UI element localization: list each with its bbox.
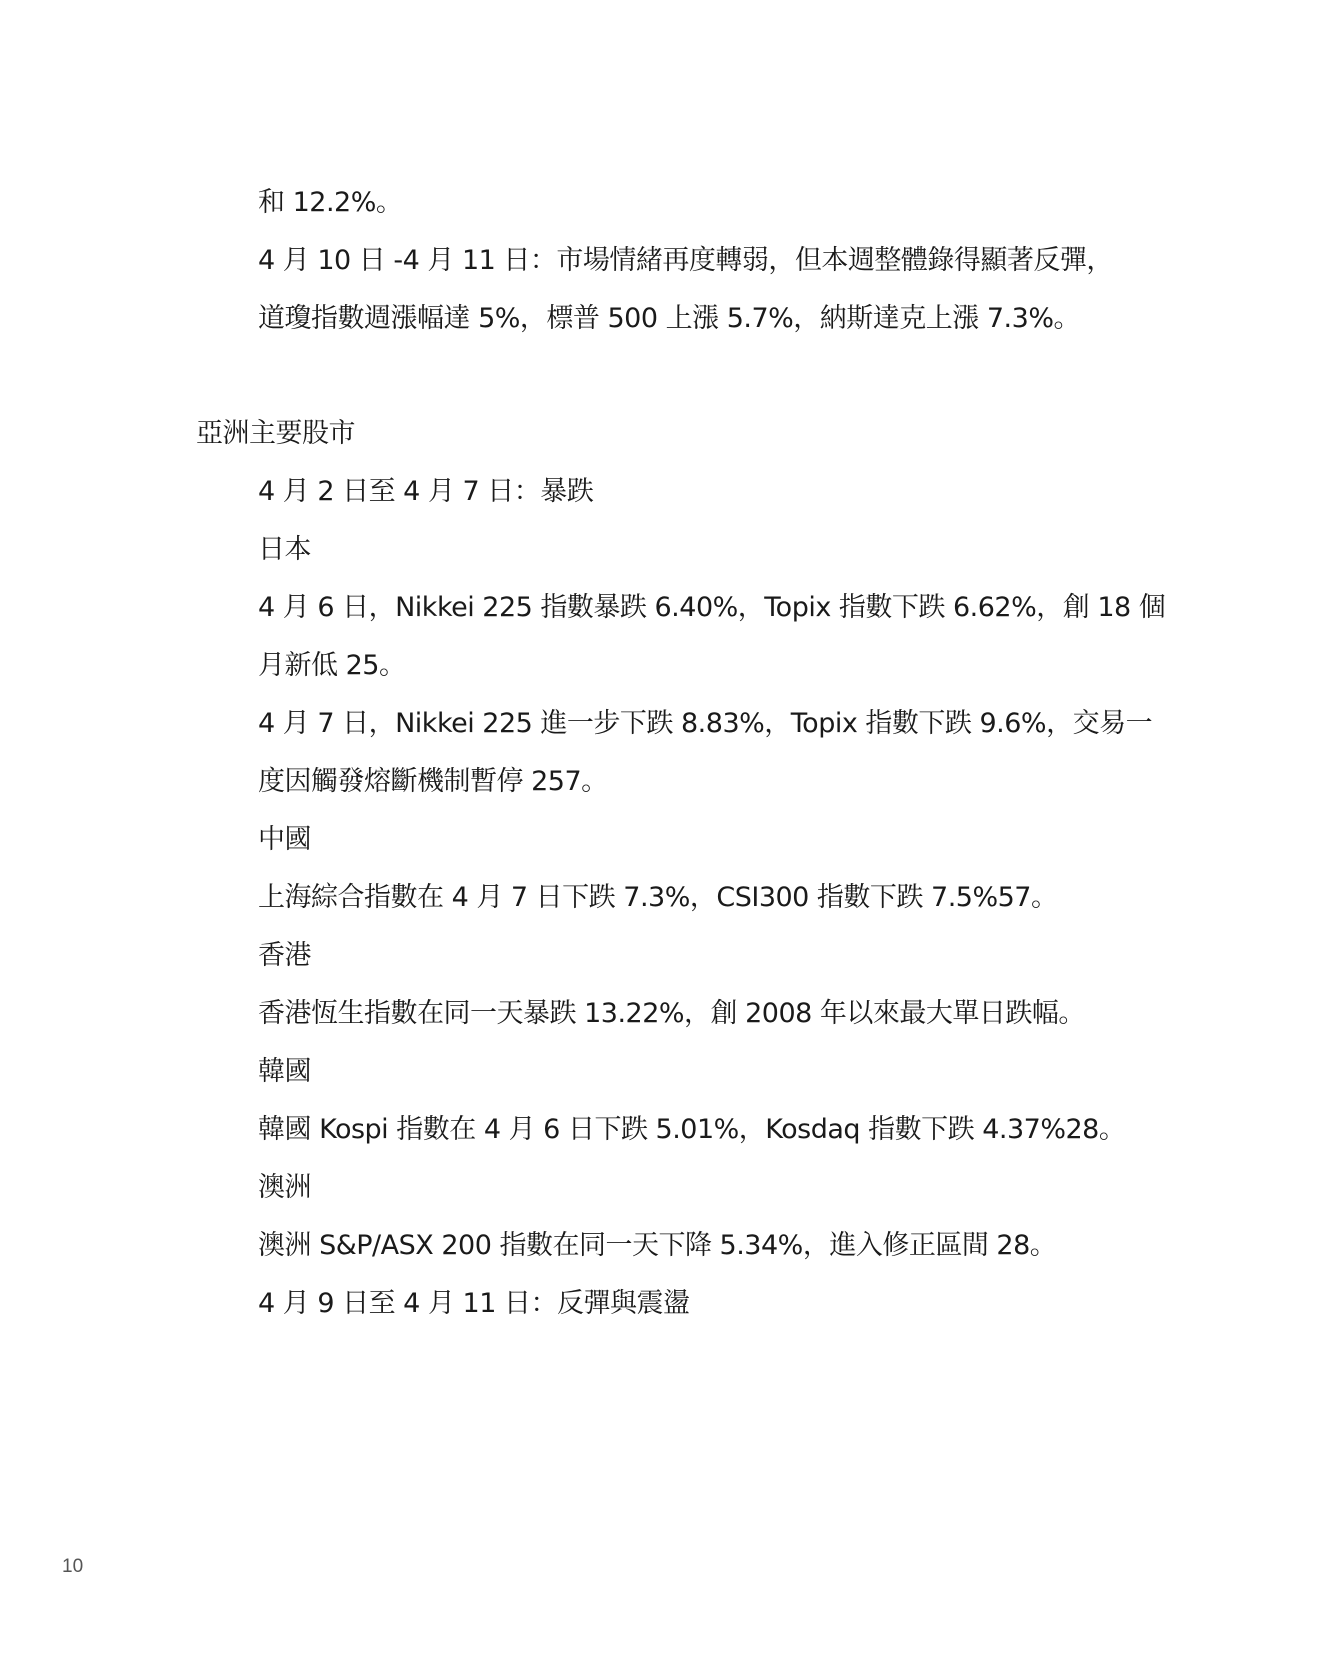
japan-line-4: 度因觸發熔斷機制暫停 257。: [258, 766, 608, 797]
japan-label: 日本: [258, 534, 311, 565]
japan-line-2: 月新低 25。: [258, 650, 406, 681]
hong-kong-line: 香港恆生指數在同一天暴跌 13.22%，創 2008 年以來最大單日跌幅。: [258, 998, 1085, 1029]
australia-label: 澳洲: [258, 1172, 311, 1203]
japan-line-3: 4 月 7 日，Nikkei 225 進一步下跌 8.83%，Topix 指數下跌 9.6%，交易一: [258, 708, 1153, 739]
korea-line: 韓國 Kospi 指數在 4 月 6 日下跌 5.01%，Kosdaq 指數下跌 4.37%28。: [258, 1114, 1126, 1145]
us-market-line-1: 和 12.2%。: [258, 187, 403, 218]
asia-period-1: 4 月 2 日至 4 月 7 日：暴跌: [258, 476, 594, 507]
korea-label: 韓國: [258, 1056, 311, 1087]
us-market-line-2: 4 月 10 日 -4 月 11 日：市場情緒再度轉弱，但本週整體錄得顯著反彈，: [258, 245, 1113, 276]
us-market-line-3: 道瓊指數週漲幅達 5%，標普 500 上漲 5.7%，納斯達克上漲 7.3%。: [258, 303, 1080, 334]
page-number: 10: [62, 1556, 84, 1577]
asia-section-heading: 亞洲主要股市: [196, 418, 355, 449]
china-line: 上海綜合指數在 4 月 7 日下跌 7.3%，CSI300 指數下跌 7.5%57。: [258, 882, 1058, 913]
australia-line: 澳洲 S&P/ASX 200 指數在同一天下降 5.34%，進入修正區間 28。: [258, 1230, 1057, 1261]
asia-period-2: 4 月 9 日至 4 月 11 日：反彈與震盪: [258, 1288, 690, 1319]
china-label: 中國: [258, 824, 311, 855]
hong-kong-label: 香港: [258, 940, 311, 971]
japan-line-1: 4 月 6 日，Nikkei 225 指數暴跌 6.40%，Topix 指數下跌 6.62%，創 18 個: [258, 592, 1166, 623]
